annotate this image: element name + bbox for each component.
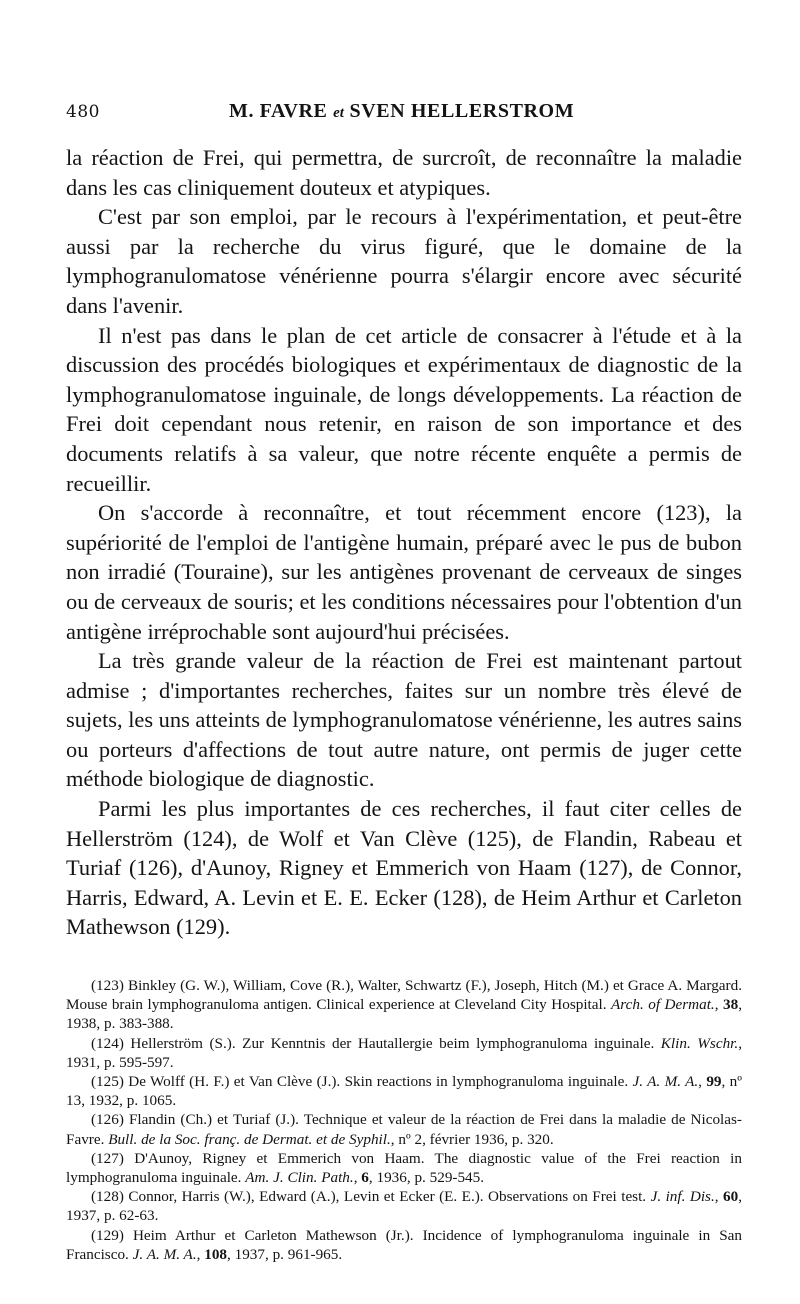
paragraph: C'est par son emploi, par le recours à l'expérimentation, et peut-être aussi par la recherche du virus figuré, que le domaine de la lymphogranulomatose vénérienne pourra s'élargir encore avec sécurité dans l'avenir. — [66, 204, 742, 318]
paragraph: On s'accorde à reconnaître, et tout récemment encore (123), la supériorité de l'emploi de l'antigène humain, préparé avec le pus de bubon non irradié (Touraine), sur les antigènes provenant de cerveaux de singes ou de cerveaux de souris; et les conditions nécessaires pour l'obtention d'un antigène irréprochable sont aujourd'hui précisées. — [66, 500, 742, 644]
footnote-citation: Connor, Harris (W.), Edward (A.), Levin et Ecker (E. E.). Observations on Frei test. — [123, 1188, 651, 1206]
footnote-124 — [66, 1034, 742, 1072]
footnote-volume: 38 — [723, 996, 739, 1014]
footnote-pages: , nº 13, 1932, p. 1065. — [66, 1073, 742, 1110]
footnote-pages: , 1931, p. 595-597. — [66, 1034, 742, 1071]
running-head-author-1: M. FAVRE — [229, 100, 334, 122]
footnote-citation: Hellerström (S.). Zur Kenntnis der Hautallergie beim lymphogranuloma inguinale. — [123, 1034, 661, 1052]
footnote-citation: De Wolff (H. F.) et Van Clève (J.). Skin reactions in lymphogranuloma inguinale. — [123, 1073, 633, 1091]
running-head — [229, 100, 574, 123]
footnote-125 — [66, 1072, 742, 1110]
footnote-volume: 60 — [723, 1188, 739, 1206]
paragraph-continuation: la réaction de Frei, qui permettra, de surcroît, de reconnaître la maladie dans les cas cliniquement douteux et atypiques. — [66, 145, 742, 200]
page-header — [66, 94, 742, 134]
footnote-journal: J. A. M. A. — [632, 1073, 699, 1091]
paragraph: Parmi les plus importantes de ces recherches, il faut citer celles de Hellerström (124), de Wolf et Van Clève (125), de Flandin, Rabeau et Turiaf (126), d'Aunoy, Rigney et Emmerich von Haam (127), de Connor, Harris, Edward, A. Levin et E. E. Ecker (128), de Heim Arthur et Carleton Mathewson (129). — [66, 796, 742, 940]
running-head-author-2: SVEN HELLERSTROM — [343, 100, 575, 122]
footnote-journal: Klin. Wschr. — [660, 1034, 739, 1052]
main-text — [66, 143, 742, 942]
footnote-128 — [66, 1187, 742, 1225]
footnote-journal: Bull. de la Soc. franç. de Dermat. et de Syphil. — [108, 1130, 391, 1148]
footnote-number: (126) — [91, 1111, 124, 1129]
footnote-journal: J. inf. Dis. — [650, 1188, 715, 1206]
footnote-number: (124) — [91, 1034, 124, 1052]
footnote-sep: , — [353, 1169, 362, 1187]
footnote-volume: 6 — [361, 1169, 369, 1187]
running-head-conjunction: et — [333, 105, 344, 121]
footnote-journal: Arch. of Dermat. — [611, 996, 715, 1014]
footnote-citation: Heim Arthur et Carleton Mathewson (Jr.). Incidence of lymphogranuloma inguinale in San Francisco. — [66, 1226, 742, 1263]
footnote-sep: , — [698, 1073, 707, 1091]
footnote-volume: 108 — [204, 1245, 227, 1263]
footnote-volume: 99 — [706, 1073, 722, 1091]
footnote-127 — [66, 1149, 742, 1187]
footnote-journal: Am. J. Clin. Path. — [245, 1169, 354, 1187]
footnote-pages: , nº 2, février 1936, p. 320. — [390, 1130, 554, 1148]
footnote-sep: , — [714, 1188, 724, 1206]
footnote-pages: , 1938, p. 383-388. — [66, 996, 742, 1033]
footnote-citation: Flandin (Ch.) et Turiaf (J.). Technique et valeur de la réaction de Frei dans la maladie de Nicolas-Favre. — [66, 1111, 742, 1148]
paragraph: La très grande valeur de la réaction de Frei est maintenant partout admise ; d'importantes recherches, faites sur un nombre très élevé de sujets, les uns atteints de lymphogranulomatose vénérienne, les autres sains ou porteurs d'affections de tout autre nature, ont permis de juger cette méthode biologique de diagnostic. — [66, 648, 742, 792]
footnote-number: (123) — [91, 977, 124, 995]
footnote-number: (127) — [91, 1149, 124, 1167]
footnote-number: (129) — [91, 1226, 124, 1244]
footnote-number: (125) — [91, 1073, 124, 1091]
footnote-pages: , 1936, p. 529-545. — [368, 1169, 485, 1187]
footnote-sep: , — [196, 1245, 205, 1263]
footnote-126 — [66, 1110, 742, 1148]
footnote-pages: , 1937, p. 961-965. — [227, 1245, 343, 1263]
paragraph: Il n'est pas dans le plan de cet article de consacrer à l'étude et à la discussion des procédés biologiques et expérimentaux de diagnostic de la lymphogranulomatose inguinale, de longs développements. La réaction de Frei doit cependant nous retenir, en raison de son importance et des documents relatifs à sa valeur, que notre récente enquête a permis de recueillir. — [66, 322, 742, 496]
footnote-citation: D'Aunoy, Rigney et Emmerich von Haam. The diagnostic value of the Frei reaction in lymphogranuloma inguinale. — [66, 1149, 742, 1187]
page-number: 480 — [66, 102, 100, 122]
footnote-129 — [66, 1226, 742, 1264]
footnote-citation: Binkley (G. W.), William, Cove (R.), Walter, Schwartz (F.), Joseph, Hitch (M.) et Grace A. Margard. Mouse brain lymphogranuloma antigen. Clinical experience at Cleveland City Hospital. — [66, 977, 742, 1014]
footnote-journal: J. A. M. A. — [132, 1245, 197, 1263]
footnote-number: (128) — [91, 1188, 124, 1206]
footnote-sep: , — [714, 996, 724, 1014]
footnote-pages: , 1937, p. 62-63. — [66, 1188, 743, 1225]
footnote-123 — [66, 976, 742, 1034]
book-page — [66, 94, 742, 1264]
footnotes — [66, 976, 742, 1264]
